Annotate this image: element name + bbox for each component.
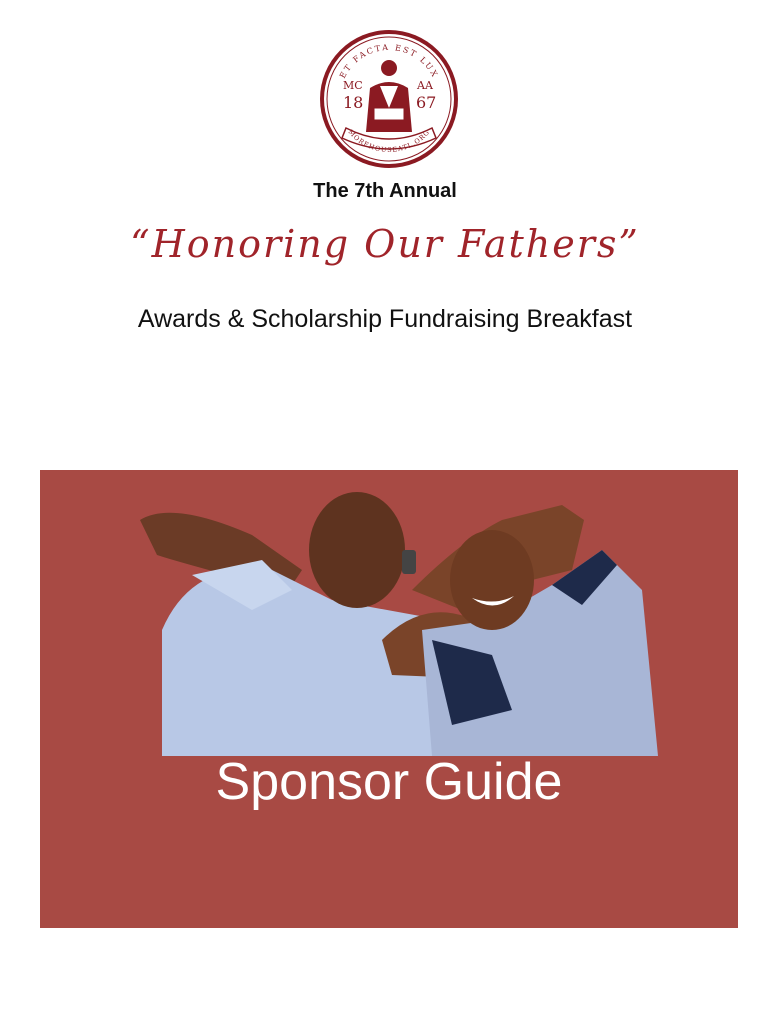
father-and-son-photo (132, 480, 658, 756)
sponsor-guide-heading: Sponsor Guide (215, 753, 563, 811)
college-seal-icon (318, 28, 460, 170)
seal-motto: ET FACTA EST LUX (338, 42, 440, 80)
seal-right-letters: AA (417, 79, 433, 92)
seal-website: MOREHOUSEATL.ORG (346, 128, 432, 155)
cover-panel (40, 470, 738, 928)
college-seal-logo (318, 28, 460, 170)
event-subtitle: Awards & Scholarship Fundraising Breakfast (137, 305, 633, 333)
seal-left-number: 18 (343, 93, 364, 112)
seal-right-number: 67 (416, 93, 437, 112)
event-title: “Honoring Our Fathers” (130, 222, 640, 266)
seal-left-letters: MC (343, 79, 363, 92)
event-edition: The 7th Annual (313, 180, 457, 202)
